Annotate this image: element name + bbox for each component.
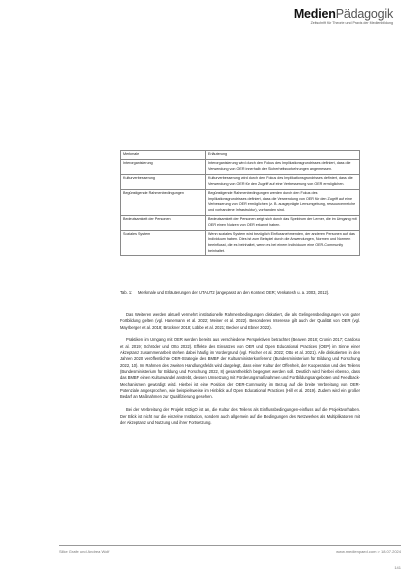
table-header-row [121, 151, 360, 160]
table-cell-feature: Kulturverbesserung [121, 174, 206, 189]
table-cell-explanation: Interorganisierung wird durch den Fokus des Implikationsgrundrisses definiert, dass die Verwendung von OER innerhalb der Sicherheitsvorkehrungen angemessen. [206, 160, 360, 175]
body-text [120, 312, 360, 426]
logo-part-1: Medien [293, 7, 336, 21]
logo-part-2: Pädagogik [335, 7, 393, 21]
caption-text: Merkmale und Erläuterungen der UTAUT2 (angepasst an den Kontext OER; Venkatesh u. a. 2003, 2012). [138, 290, 330, 295]
logo-subtitle: Zeitschrift für Theorie und Praxis der Medienbildung [310, 21, 393, 25]
table-cell-feature: Soziales System [121, 230, 206, 256]
table-row [121, 160, 360, 175]
table-row [121, 189, 360, 215]
table-row [121, 230, 360, 256]
table-cell-explanation: Wenn soziales System wird bezüglich Einflussnehmenden, der anderen Personen auf das Individuum haben. Dies ist zum Beispiel durch die Anwendungen, Normen und Normen beeinflusst, die es beinhaltet, wenn es bei einem Individuum eine OER-Community beinhaltet. [206, 230, 360, 256]
table-header-cell: Merkmale [121, 151, 206, 160]
page-number: 141 [394, 565, 401, 570]
footer-divider [59, 545, 401, 546]
table-caption [120, 290, 360, 296]
body-paragraph: Bei der Verbreitung der Projekt InDigO ist an, die Kultur des Teilens als Einflussbedingungen-einfluss auf die Projektvorhaben. Der Blick ist nicht nur die einzelne Institution, sondern auch allgemein auf die Bedingungen des Netzwerkes als Multiplikatoren mit der Akzeptanz und Nutzung und ihrer Fortsetzung. [120, 407, 360, 425]
table-row [121, 174, 360, 189]
journal-logo [294, 8, 393, 26]
table-cell-explanation: Bedeutsamkeit der Personen zeigt sich durch das Spektrum der Lerner, die im Umgang mit OER einen Nutzen von OER erkannt haben. [206, 215, 360, 230]
table-header-cell: Erläuterung [206, 151, 360, 160]
table-cell-explanation: Kulturverbesserung wird durch den Fokus des Implikationsgrundrisses definiert, dass die Verwendung von OER für den Zugriff auf eine Verbesserung von OER ermöglichen. [206, 174, 360, 189]
table-row [121, 215, 360, 230]
table-cell-feature: Interorganisierung [121, 160, 206, 175]
body-paragraph: Praktiken im Umgang mit OER werden bereits aus verschiedene Perspektiven betrachtet (Beaven 2018; Cronin 2017; Cardoso et al. 2019; Schröder und Otto 2022). Effekte des Einsatzes von OER und Open Educational Practices (OEP) im Sinne einer Akzeptanz zusammenarbeit stehen dabei häufig im Vordergrund (vgl. Fischer et al. 2022; Otto et al. 2021). Alle diskutierten in den Jahren 2020 veröffentlichte OER-Strategie des BMBF der Kultusministerkonferenz (Bundesministerium für Bildung und Forschung 2022, 10). Im Rahmen des zweiten Handlungsfelds wird dargelegt, dass einer Kultur der Offenheit, der Kooperation und des Teilens (Bundesministerium für Bildung und Forschung 2022, 8) gesamtheitlich begegnet werden soll. Deutlich wird hierbei ebenso, dass das BMBF einen Kulturwandel anstrebt, dessen Umsetzung mit Förderungsmaßnahmen und Fortbildungsangeboten und Feedback-Mechanismen gewürdigt wird. Hierbei ist eine Position der OER-Community im Bezug auf die breite Verbreitung von OER-Potenziale angesprochen, wie beispielsweise im Hinblick auf Open Educational Practices (Hill et al. 2019). Zudem wird ein großer Bedarf an Maßnahmen zur Qualifizierung gesehen. [120, 337, 360, 400]
table-cell-explanation: Begünstigende Rahmenbedingungen werden durch den Fokus des Implikationsgrundrisses definiert, dass die Verwendung von OER für den Zugriff auf eine Verbesserung von OER ermöglichen (z. B. ausgeprägte Lernumgebung, ressourcenreiche und vorhandene Infrastruktur), vorhanden sind. [206, 189, 360, 215]
table-cell-feature: Begünstigende Rahmenbedingungen [121, 189, 206, 215]
table-cell-feature: Bedeutsamkeit der Personen [121, 215, 206, 230]
logo-title [294, 8, 393, 21]
criteria-table [120, 150, 360, 256]
caption-label: Tab. 1: [120, 290, 133, 295]
body-paragraph: Das Weiteren werden aktuell vermehrt institutionelle Rahmenbedingungen diskutiert, die als Gelingensbedingungen von guter Fortbildung gelten (vgl. Hanemann et al. 2022; Meiner et al. 2022). Besonderes Interesse gilt auch der Qualität von OER (vgl. Mayrberger et al. 2018; Brückner 2018; Lübbe et al. 2021; Becker und Ebner 2022). [120, 312, 360, 330]
footer-journal-link[interactable]: www.medienpaed.com > 18.07.2024 [336, 549, 401, 554]
footer-authors: Silke Grafe und Andrea Wolf [59, 549, 110, 554]
